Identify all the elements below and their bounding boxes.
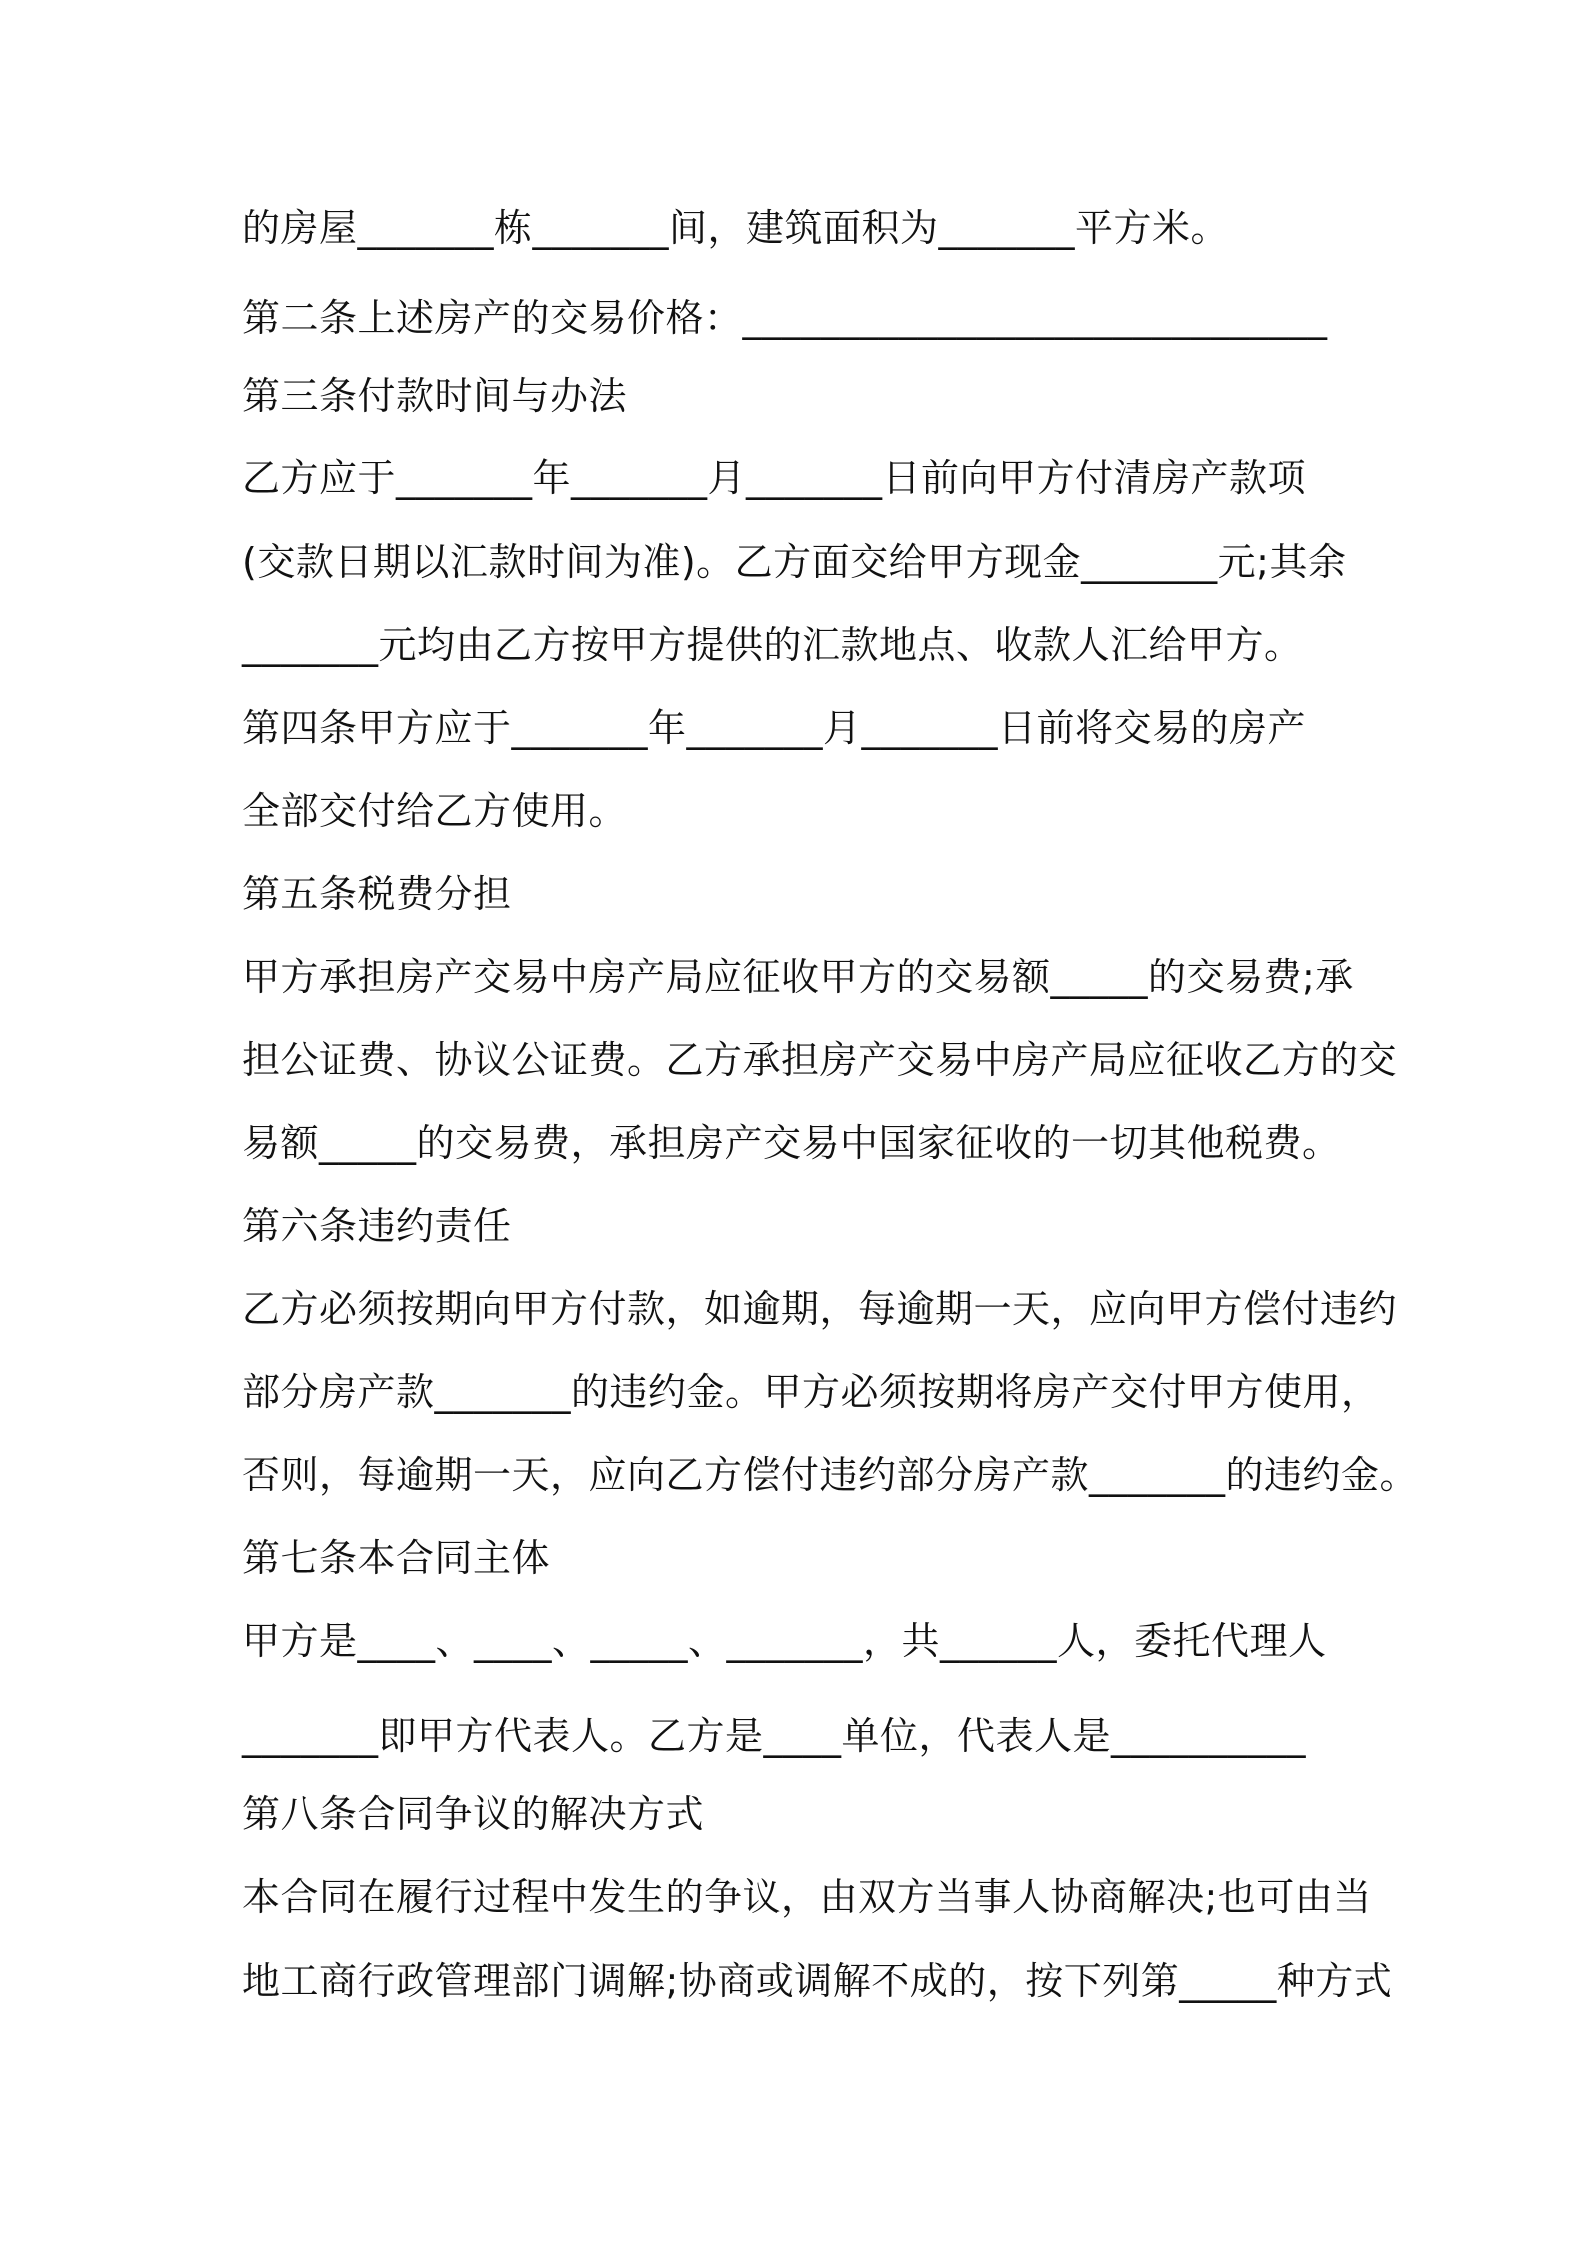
section-heading: 第六条违约责任 [242,1204,512,1248]
section-heading: 第七条本合同主体 [242,1536,551,1580]
section-heading: 第三条付款时间与办法 [242,374,628,418]
document-line: 第二条上述房产的交易价格：______________________________ [242,296,1328,340]
document-line: (交款日期以汇款时间为准)。乙方面交给甲方现金_______元;其余 [242,540,1347,584]
document-line: 乙方应于_______年_______月_______日前向甲方付清房产款项 [242,456,1307,500]
document-line: 否则，每逾期一天，应向乙方偿付违约部分房产款_______的违约金。 [242,1453,1419,1497]
document-line: 部分房产款_______的违约金。甲方必须按期将房产交付甲方使用， [242,1370,1380,1414]
document-line: 第四条甲方应于_______年_______月_______日前将交易的房产 [242,706,1307,750]
document-line: 本合同在履行过程中发生的争议，由双方当事人协商解决;也可由当 [242,1875,1372,1919]
document-line: 易额_____的交易费，承担房产交易中国家征收的一切其他税费。 [242,1121,1341,1165]
document-line: 乙方必须按期向甲方付款，如逾期，每逾期一天，应向甲方偿付违约 [242,1287,1398,1331]
document-line: 地工商行政管理部门调解;协商或调解不成的，按下列第_____种方式 [242,1959,1393,2003]
document-line: 担公证费、协议公证费。乙方承担房产交易中房产局应征收乙方的交 [242,1038,1398,1082]
document-line: _______元均由乙方按甲方提供的汇款地点、收款人汇给甲方。 [242,623,1303,667]
section-heading: 第五条税费分担 [242,872,512,916]
document-line: 甲方承担房产交易中房产局应征收甲方的交易额_____的交易费;承 [242,955,1354,999]
document-line: 甲方是____、____、_____、_______，共______人，委托代理人 [242,1619,1327,1663]
document-line: _______即甲方代表人。乙方是____单位，代表人是__________ [242,1714,1307,1758]
document-line: 的房屋_______栋_______间，建筑面积为_______平方米。 [242,206,1230,250]
section-heading: 第八条合同争议的解决方式 [242,1792,705,1836]
document-line: 全部交付给乙方使用。 [242,789,628,833]
